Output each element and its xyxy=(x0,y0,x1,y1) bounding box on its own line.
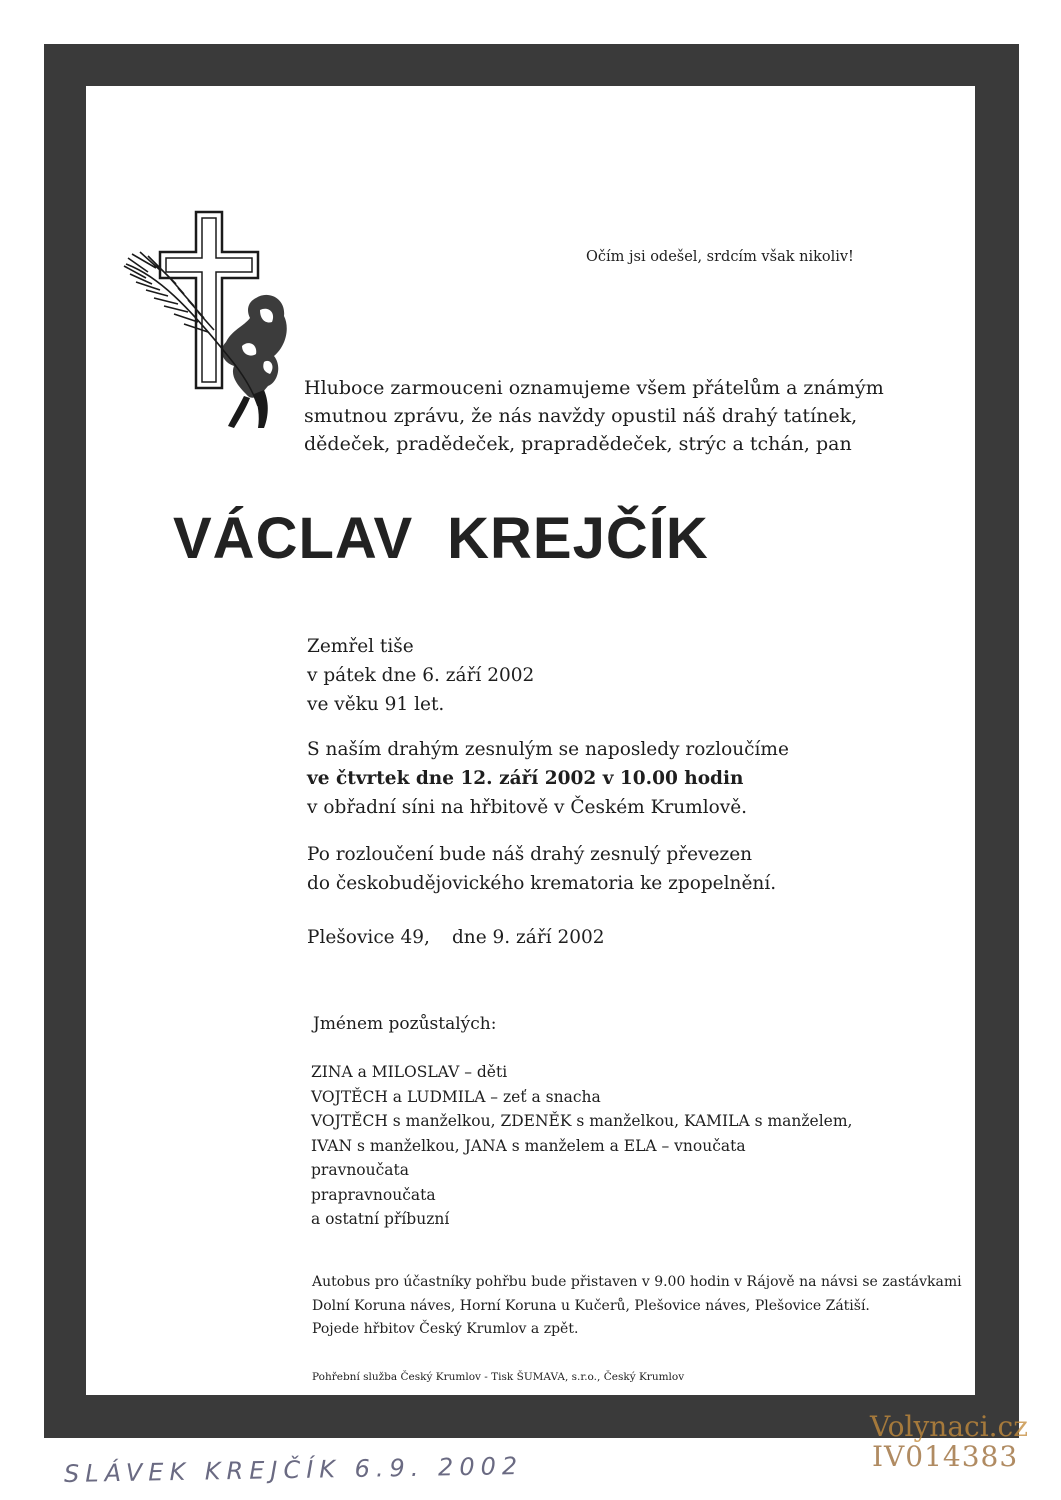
cremation-line: Po rozloučení bude náš drahý zesnulý převezen xyxy=(307,844,753,865)
list-item: VOJTĚCH s manželkou, ZDENĚK s manželkou, KAMILA s manželem, xyxy=(311,1112,853,1130)
farewell-line: v obřadní síni na hřbitově v Českém Krumlově. xyxy=(307,797,748,818)
list-item: ZINA a MILOSLAV – děti xyxy=(311,1063,508,1081)
watermark-id: IV014383 xyxy=(872,1440,1019,1473)
farewell-datetime: ve čtvrtek dne 12. září 2002 v 10.00 hodin xyxy=(307,768,744,789)
cremation-paragraph xyxy=(307,840,776,898)
bus-line: Pojede hřbitov Český Krumlov a zpět. xyxy=(312,1321,579,1337)
intro-line: Hluboce zarmouceni oznamujeme všem přátelům a známým xyxy=(304,377,884,399)
cremation-line: do českobudějovického krematoria ke zpopelnění. xyxy=(307,873,777,894)
intro-line: smutnou zprávu, že nás navždy opustil náš drahý tatínek, xyxy=(304,405,858,427)
on-behalf-heading: Jménem pozůstalých: xyxy=(313,1014,497,1034)
list-item: VOJTĚCH a LUDMILA – zeť a snacha xyxy=(311,1087,601,1106)
death-line: Zemřel tiše xyxy=(307,636,414,657)
date: dne 9. září 2002 xyxy=(451,927,605,948)
list-item: prapravnoučata xyxy=(311,1185,436,1204)
death-info xyxy=(307,632,534,719)
bus-info xyxy=(312,1271,962,1342)
list-item: a ostatní příbuzní xyxy=(311,1210,450,1228)
farewell-paragraph xyxy=(307,735,789,822)
place: Plešovice 49, xyxy=(307,927,430,948)
deceased-name xyxy=(173,505,709,572)
handwritten-note: SLÁVEK KREJČÍK 6.9. 2002 xyxy=(63,1451,524,1489)
motto: Očím jsi odešel, srdcím však nikoliv! xyxy=(586,249,854,265)
list-item: pravnoučata xyxy=(311,1161,410,1179)
list-item: IVAN s manželkou, JANA s manželem a ELA – vnoučata xyxy=(311,1136,746,1155)
farewell-line: S naším drahým zesnulým se naposledy rozloučíme xyxy=(307,739,789,760)
intro-paragraph xyxy=(304,374,884,458)
first-name: VÁCLAV xyxy=(173,506,414,571)
death-line: ve věku 91 let. xyxy=(307,694,445,715)
mourners-list xyxy=(311,1060,852,1232)
bus-line: Autobus pro účastníky pohřbu bude přistaven v 9.00 hodin v Rájově na návsi se zastávkami xyxy=(312,1274,962,1290)
intro-line: dědeček, pradědeček, prapradědeček, strýc a tchán, pan xyxy=(304,433,852,455)
death-line: v pátek dne 6. září 2002 xyxy=(307,665,535,686)
watermark-site: Volynaci.cz xyxy=(870,1410,1028,1443)
cross-with-palm-icon xyxy=(118,206,293,436)
last-name: KREJČÍK xyxy=(447,506,709,571)
printer-credit: Pohřební služba Český Krumlov - Tisk ŠUMAVA, s.r.o., Český Krumlov xyxy=(312,1371,685,1383)
place-and-date xyxy=(307,927,605,948)
bus-line: Dolní Koruna náves, Horní Koruna u Kučerů, Plešovice náves, Plešovice Zátiší. xyxy=(312,1297,870,1314)
